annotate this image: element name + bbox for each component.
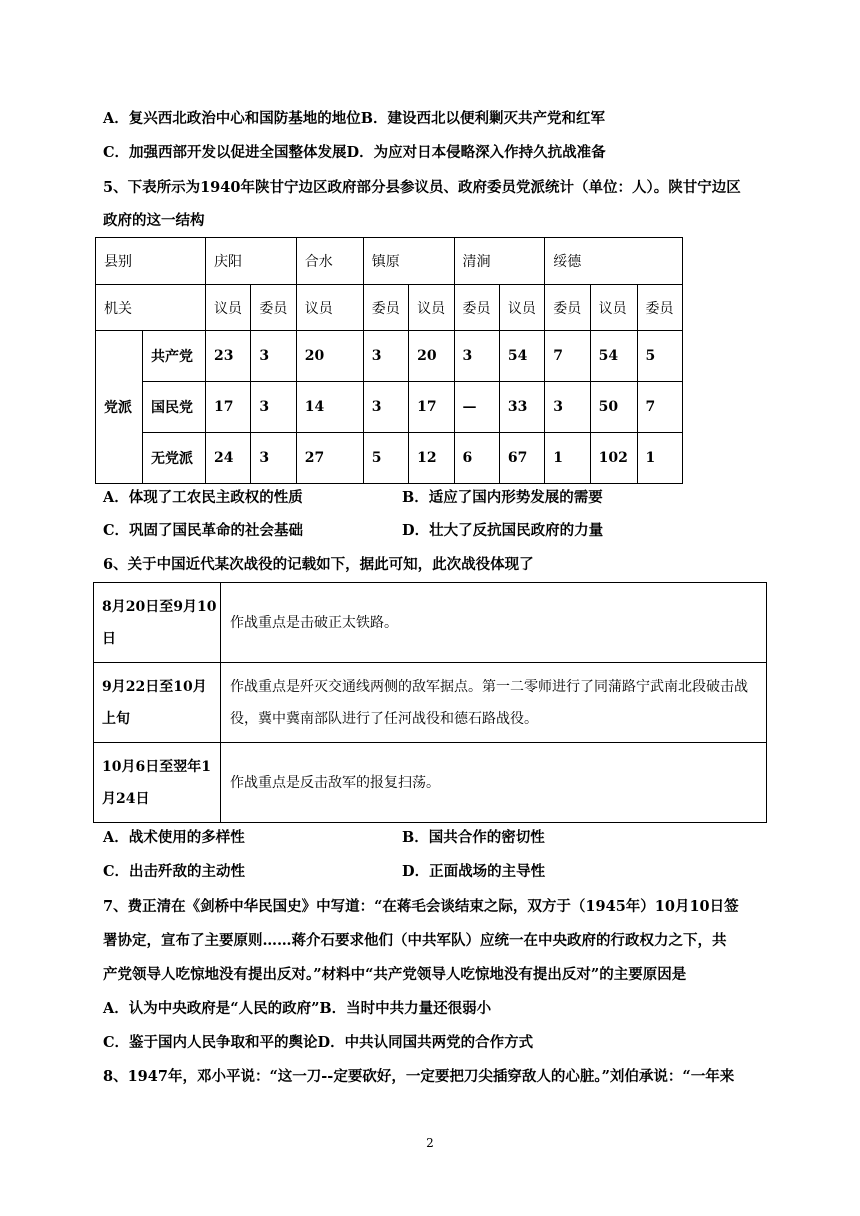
county-heshui: 合水 — [296, 238, 363, 285]
q8-stem-line1: 8、1947年，邓小平说：“这一刀--定要砍好，一定要把刀尖插穿敌人的心脏。”刘伯承说：“一年来 — [103, 1068, 735, 1085]
table-cell: 3 — [454, 331, 499, 382]
q7-option-ab: A．认为中央政府是“人民的政府”B．当时中共力量还很弱小 — [103, 1000, 492, 1017]
county-label: 县别 — [96, 238, 206, 285]
q6-option-d: D．正面战场的主导性 — [402, 863, 546, 880]
table-cell: 17 — [206, 382, 251, 433]
table-cell: 20 — [296, 331, 363, 382]
campaign-description: 作战重点是击破正太铁路。 — [221, 583, 767, 663]
q6-table — [93, 582, 767, 823]
q7-stem-line3: 产党领导人吃惊地没有提出反对。”材料中“共产党领导人吃惊地没有提出反对”的主要原因是 — [103, 966, 687, 983]
campaign-description: 作战重点是反击敌军的报复扫荡。 — [221, 743, 767, 823]
table-cell: 3 — [251, 433, 296, 484]
q7-stem-line2: 署协定，宣布了主要原则……蒋介石要求他们（中共军队）应统一在中央政府的行政权力之下，共 — [103, 932, 727, 949]
q6-option-c: C．出击歼敌的主动性 — [103, 863, 246, 880]
table-cell: 67 — [499, 433, 544, 484]
table-cell: 24 — [206, 433, 251, 484]
q6-option-b: B．国共合作的密切性 — [402, 829, 545, 846]
table-row — [94, 663, 767, 743]
table-cell: 5 — [363, 433, 408, 484]
table-cell: 6 — [454, 433, 499, 484]
table-cell: — — [454, 382, 499, 433]
committee-header: 委员 — [363, 285, 408, 331]
county-qingjian: 清涧 — [454, 238, 545, 285]
campaign-description: 作战重点是歼灭交通线两侧的敌军据点。第一二零师进行了同蒲路宁武南北段破击战役，冀中冀南部队进行了任河战役和德石路战役。 — [221, 663, 767, 743]
county-zhenyuan: 镇原 — [363, 238, 454, 285]
member-header: 议员 — [296, 285, 363, 331]
party-name: 无党派 — [143, 433, 206, 484]
table-cell: 7 — [637, 382, 682, 433]
q5-table — [95, 237, 683, 484]
campaign-date: 8月20日至9月10日 — [94, 583, 221, 663]
q5-table-county-row — [96, 238, 683, 285]
member-header: 议员 — [409, 285, 454, 331]
table-cell: 27 — [296, 433, 363, 484]
q4-option-cd: C．加强西部开发以促进全国整体发展D．为应对日本侵略深入作持久抗战准备 — [103, 144, 606, 161]
table-row — [96, 331, 683, 382]
table-row — [96, 433, 683, 484]
table-cell: 12 — [409, 433, 454, 484]
committee-header: 委员 — [637, 285, 682, 331]
member-header: 议员 — [499, 285, 544, 331]
table-cell: 54 — [590, 331, 637, 382]
q5-option-b: B．适应了国内形势发展的需要 — [402, 489, 603, 506]
committee-header: 委员 — [454, 285, 499, 331]
table-row — [94, 743, 767, 823]
q5-option-d: D．壮大了反抗国民政府的力量 — [402, 522, 604, 539]
county-suide: 绥德 — [545, 238, 683, 285]
q5-option-a: A．体现了工农民主政权的性质 — [103, 489, 303, 506]
table-cell: 3 — [251, 331, 296, 382]
table-cell: 17 — [409, 382, 454, 433]
q6-option-a: A．战术使用的多样性 — [103, 829, 245, 846]
campaign-date: 10月6日至翌年1月24日 — [94, 743, 221, 823]
table-cell: 33 — [499, 382, 544, 433]
member-header: 议员 — [590, 285, 637, 331]
table-cell: 3 — [363, 382, 408, 433]
q5-option-c: C．巩固了国民革命的社会基础 — [103, 522, 304, 539]
table-cell: 3 — [363, 331, 408, 382]
q5-stem-line1: 5、下表所示为1940年陕甘宁边区政府部分县参议员、政府委员党派统计（单位：人）。陕甘宁边区 — [103, 179, 741, 196]
table-cell: 1 — [545, 433, 590, 484]
q6-stem: 6、关于中国近代某次战役的记载如下，据此可知，此次战役体现了 — [103, 556, 534, 573]
q5-options-row2 — [103, 521, 604, 541]
table-cell: 102 — [590, 433, 637, 484]
q7-option-cd: C．鉴于国内人民争取和平的舆论D．中共认同国共两党的合作方式 — [103, 1034, 534, 1051]
party-name: 国民党 — [143, 382, 206, 433]
q6-options-row1 — [103, 828, 545, 848]
q5-table-organ-row — [96, 285, 683, 331]
table-cell: 50 — [590, 382, 637, 433]
table-cell: 23 — [206, 331, 251, 382]
table-cell: 14 — [296, 382, 363, 433]
q5-options-row1 — [103, 488, 603, 508]
county-qingyang: 庆阳 — [206, 238, 297, 285]
table-cell: 7 — [545, 331, 590, 382]
member-header: 议员 — [206, 285, 251, 331]
table-row — [94, 583, 767, 663]
organ-label: 机关 — [96, 285, 206, 331]
committee-header: 委员 — [251, 285, 296, 331]
q7-stem-line1: 7、费正清在《剑桥中华民国史》中写道：“在蒋毛会谈结束之际，双方于（1945年）10月10日签 — [103, 898, 739, 915]
party-name: 共产党 — [143, 331, 206, 382]
page-number: 2 — [426, 1136, 434, 1150]
q6-options-row2 — [103, 862, 546, 882]
table-cell: 54 — [499, 331, 544, 382]
table-cell: 1 — [637, 433, 682, 484]
campaign-date: 9月22日至10月上旬 — [94, 663, 221, 743]
table-cell: 3 — [251, 382, 296, 433]
q5-stem-line2: 政府的这一结构 — [103, 212, 205, 229]
party-label: 党派 — [96, 331, 143, 484]
table-cell: 5 — [637, 331, 682, 382]
table-row — [96, 382, 683, 433]
committee-header: 委员 — [545, 285, 590, 331]
q4-option-ab: A．复兴西北政治中心和国防基地的地位B．建设西北以便利剿灭共产党和红军 — [103, 110, 606, 127]
table-cell: 20 — [409, 331, 454, 382]
table-cell: 3 — [545, 382, 590, 433]
